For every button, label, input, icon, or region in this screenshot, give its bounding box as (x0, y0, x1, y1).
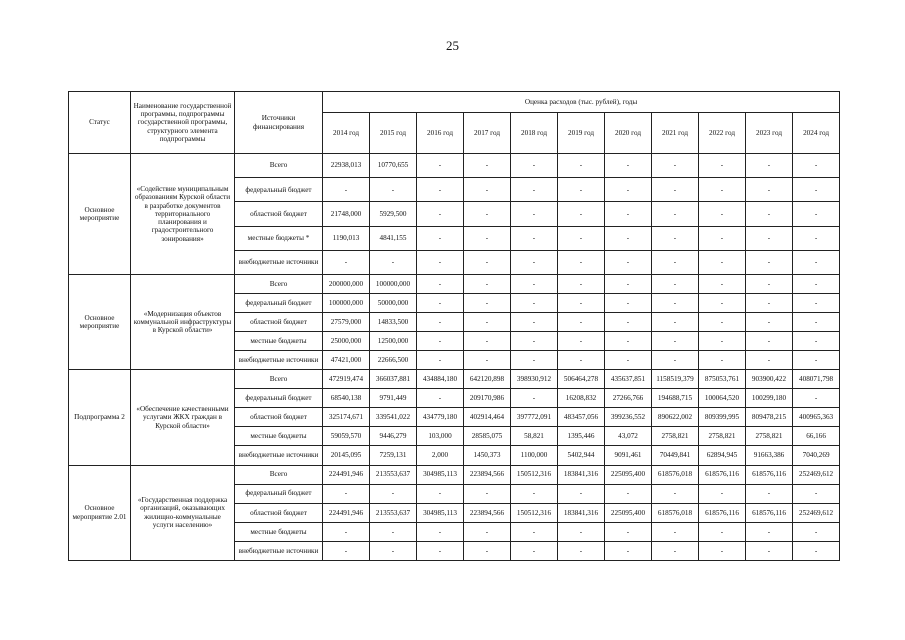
value-cell: 213553,637 (370, 465, 417, 484)
header-year: 2015 год (370, 113, 417, 154)
value-cell: 100064,520 (699, 389, 746, 408)
value-cell: 150512,316 (511, 503, 558, 522)
value-cell: - (511, 389, 558, 408)
value-cell: 225095,400 (605, 503, 652, 522)
value-cell: - (605, 313, 652, 332)
value-cell: - (793, 202, 840, 226)
value-cell: - (793, 275, 840, 294)
value-cell: 252469,612 (793, 465, 840, 484)
value-cell: - (652, 154, 699, 178)
value-cell: - (652, 522, 699, 541)
value-cell: - (605, 226, 652, 250)
value-cell: 506464,278 (558, 370, 605, 389)
value-cell: - (558, 332, 605, 351)
value-cell: - (793, 154, 840, 178)
value-cell: - (464, 294, 511, 313)
value-cell: - (793, 294, 840, 313)
value-cell: - (323, 250, 370, 274)
value-cell: - (558, 226, 605, 250)
status-cell: Подпрограмма 2 (69, 370, 131, 465)
value-cell: - (699, 202, 746, 226)
value-cell: - (323, 178, 370, 202)
value-cell: - (793, 332, 840, 351)
value-cell: - (652, 351, 699, 370)
program-name-cell: «Обеспечение качественными услугами ЖКХ граждан в Курской области» (131, 370, 235, 465)
table-row (69, 154, 840, 178)
value-cell: - (464, 226, 511, 250)
value-cell: - (511, 522, 558, 541)
value-cell: - (605, 484, 652, 503)
header-year: 2017 год (464, 113, 511, 154)
value-cell: 66,166 (793, 427, 840, 446)
header-status: Статус (69, 92, 131, 154)
value-cell: - (746, 178, 793, 202)
value-cell: 304985,113 (417, 503, 464, 522)
value-cell: 100299,180 (746, 389, 793, 408)
value-cell: 400965,363 (793, 408, 840, 427)
value-cell: - (558, 294, 605, 313)
funding-source-cell: местные бюджеты (235, 332, 323, 351)
header-name: Наименование государственной программы, подпрограммы государственной программы, структурного элемента подпрограммы (131, 92, 235, 154)
status-cell: Основное мероприятие (69, 275, 131, 370)
value-cell: 397772,091 (511, 408, 558, 427)
budget-table (68, 91, 840, 561)
value-cell: - (511, 351, 558, 370)
value-cell: 194688,715 (652, 389, 699, 408)
value-cell: - (558, 541, 605, 560)
value-cell: 100000,000 (370, 275, 417, 294)
value-cell: - (699, 351, 746, 370)
value-cell: 7259,131 (370, 446, 417, 465)
funding-source-cell: федеральный бюджет (235, 389, 323, 408)
funding-source-cell: внебюджетные источники (235, 446, 323, 465)
value-cell: - (699, 522, 746, 541)
value-cell: - (417, 294, 464, 313)
value-cell: - (323, 522, 370, 541)
value-cell: - (746, 294, 793, 313)
value-cell: - (464, 541, 511, 560)
value-cell: 2758,821 (746, 427, 793, 446)
header-sources: Источники финансирования (235, 92, 323, 154)
value-cell: - (417, 484, 464, 503)
value-cell: - (417, 202, 464, 226)
value-cell: 4841,155 (370, 226, 417, 250)
value-cell: 70449,841 (652, 446, 699, 465)
value-cell: 1450,373 (464, 446, 511, 465)
value-cell: 225095,400 (605, 465, 652, 484)
value-cell: - (511, 332, 558, 351)
value-cell: - (370, 250, 417, 274)
value-cell: - (652, 250, 699, 274)
value-cell: 618576,116 (746, 465, 793, 484)
value-cell: 20145,095 (323, 446, 370, 465)
value-cell: - (511, 226, 558, 250)
value-cell: 27266,766 (605, 389, 652, 408)
value-cell: - (464, 250, 511, 274)
program-name-cell: «Модернизация объектов коммунальной инфраструктуры в Курской области» (131, 275, 235, 370)
value-cell: - (511, 250, 558, 274)
value-cell: 408071,798 (793, 370, 840, 389)
value-cell: 483457,056 (558, 408, 605, 427)
value-cell: - (370, 484, 417, 503)
value-cell: - (605, 332, 652, 351)
value-cell: - (511, 541, 558, 560)
value-cell: 9446,279 (370, 427, 417, 446)
value-cell: 7040,269 (793, 446, 840, 465)
value-cell: - (746, 484, 793, 503)
funding-source-cell: федеральный бюджет (235, 178, 323, 202)
value-cell: 213553,637 (370, 503, 417, 522)
value-cell: - (793, 541, 840, 560)
program-name-cell: «Содействие муниципальным образованиям Курской области в разработке документов территориального планирования и градостроительного зонирования» (131, 154, 235, 275)
value-cell: 50000,000 (370, 294, 417, 313)
value-cell: - (511, 313, 558, 332)
value-cell: - (793, 313, 840, 332)
value-cell: - (558, 313, 605, 332)
value-cell: 21748,000 (323, 202, 370, 226)
value-cell: 224491,946 (323, 465, 370, 484)
value-cell: - (464, 154, 511, 178)
value-cell: - (417, 522, 464, 541)
value-cell: - (464, 351, 511, 370)
value-cell: - (558, 250, 605, 274)
header-year: 2016 год (417, 113, 464, 154)
value-cell: 27579,000 (323, 313, 370, 332)
value-cell: 12500,000 (370, 332, 417, 351)
value-cell: - (699, 484, 746, 503)
value-cell: 1190,013 (323, 226, 370, 250)
value-cell: - (464, 522, 511, 541)
value-cell: - (746, 250, 793, 274)
value-cell: 472919,474 (323, 370, 370, 389)
value-cell: - (652, 541, 699, 560)
value-cell: - (558, 275, 605, 294)
value-cell: - (652, 294, 699, 313)
value-cell: 183841,316 (558, 503, 605, 522)
value-cell: 16208,832 (558, 389, 605, 408)
value-cell: - (746, 313, 793, 332)
funding-source-cell: внебюджетные источники (235, 351, 323, 370)
value-cell: 809399,995 (699, 408, 746, 427)
value-cell: 22938,013 (323, 154, 370, 178)
value-cell: - (793, 484, 840, 503)
value-cell: 875053,761 (699, 370, 746, 389)
value-cell: - (464, 178, 511, 202)
value-cell: - (464, 313, 511, 332)
value-cell: 223894,566 (464, 465, 511, 484)
status-cell: Основное мероприятие (69, 154, 131, 275)
value-cell: 22666,500 (370, 351, 417, 370)
value-cell: - (511, 484, 558, 503)
value-cell: - (417, 275, 464, 294)
value-cell: 2758,821 (652, 427, 699, 446)
value-cell: 398930,912 (511, 370, 558, 389)
value-cell: 1158519,379 (652, 370, 699, 389)
funding-source-cell: местные бюджеты * (235, 226, 323, 250)
value-cell: - (605, 275, 652, 294)
value-cell: - (793, 226, 840, 250)
value-cell: 43,072 (605, 427, 652, 446)
value-cell: - (558, 484, 605, 503)
value-cell: 5929,500 (370, 202, 417, 226)
value-cell: - (652, 202, 699, 226)
value-cell: - (511, 154, 558, 178)
value-cell: - (605, 522, 652, 541)
value-cell: 903900,422 (746, 370, 793, 389)
value-cell: 28585,075 (464, 427, 511, 446)
value-cell: 434779,180 (417, 408, 464, 427)
table-row (69, 275, 840, 294)
funding-source-cell: областной бюджет (235, 202, 323, 226)
value-cell: - (793, 250, 840, 274)
value-cell: 618576,116 (699, 503, 746, 522)
value-cell: 366037,881 (370, 370, 417, 389)
value-cell: 1395,446 (558, 427, 605, 446)
header-estimate: Оценка расходов (тыс. рублей), годы (323, 92, 840, 113)
value-cell: 618576,116 (746, 503, 793, 522)
value-cell: - (417, 332, 464, 351)
value-cell: - (699, 313, 746, 332)
table-body (69, 154, 840, 561)
value-cell: 14833,500 (370, 313, 417, 332)
value-cell: - (464, 484, 511, 503)
value-cell: 150512,316 (511, 465, 558, 484)
value-cell: 25000,000 (323, 332, 370, 351)
value-cell: - (323, 484, 370, 503)
value-cell: 223894,566 (464, 503, 511, 522)
funding-source-cell: федеральный бюджет (235, 484, 323, 503)
value-cell: - (323, 541, 370, 560)
value-cell: - (417, 250, 464, 274)
value-cell: - (652, 313, 699, 332)
value-cell: 100000,000 (323, 294, 370, 313)
value-cell: - (464, 332, 511, 351)
value-cell: - (746, 154, 793, 178)
value-cell: - (699, 226, 746, 250)
value-cell: - (746, 522, 793, 541)
value-cell: - (699, 250, 746, 274)
value-cell: - (699, 275, 746, 294)
value-cell: - (793, 522, 840, 541)
value-cell: - (558, 154, 605, 178)
value-cell: 9791,449 (370, 389, 417, 408)
value-cell: 325174,671 (323, 408, 370, 427)
status-cell: Основное мероприятие 2.01 (69, 465, 131, 560)
funding-source-cell: областной бюджет (235, 313, 323, 332)
value-cell: - (370, 178, 417, 202)
table-row (69, 465, 840, 484)
value-cell: 890622,002 (652, 408, 699, 427)
value-cell: - (605, 294, 652, 313)
value-cell: 618576,116 (699, 465, 746, 484)
value-cell: - (746, 226, 793, 250)
value-cell: - (417, 541, 464, 560)
value-cell: 252469,612 (793, 503, 840, 522)
value-cell: - (746, 332, 793, 351)
value-cell: 200000,000 (323, 275, 370, 294)
header-year: 2024 год (793, 113, 840, 154)
value-cell: 339541,022 (370, 408, 417, 427)
value-cell: - (417, 178, 464, 202)
value-cell: - (370, 541, 417, 560)
value-cell: - (464, 202, 511, 226)
value-cell: - (511, 294, 558, 313)
value-cell: - (652, 332, 699, 351)
value-cell: - (417, 389, 464, 408)
funding-source-cell: местные бюджеты (235, 522, 323, 541)
value-cell: - (511, 178, 558, 202)
value-cell: - (699, 294, 746, 313)
value-cell: 47421,000 (323, 351, 370, 370)
value-cell: - (417, 154, 464, 178)
value-cell: - (699, 178, 746, 202)
value-cell: 5402,944 (558, 446, 605, 465)
funding-source-cell: Всего (235, 275, 323, 294)
value-cell: - (699, 541, 746, 560)
value-cell: - (746, 275, 793, 294)
funding-source-cell: федеральный бюджет (235, 294, 323, 313)
value-cell: - (793, 178, 840, 202)
table-row (69, 370, 840, 389)
value-cell: 2758,821 (699, 427, 746, 446)
value-cell: 809478,215 (746, 408, 793, 427)
funding-source-cell: внебюджетные источники (235, 250, 323, 274)
value-cell: 1100,000 (511, 446, 558, 465)
value-cell: - (652, 484, 699, 503)
value-cell: - (605, 154, 652, 178)
value-cell: - (652, 226, 699, 250)
value-cell: - (652, 275, 699, 294)
value-cell: - (699, 332, 746, 351)
funding-source-cell: Всего (235, 465, 323, 484)
funding-source-cell: Всего (235, 370, 323, 389)
funding-source-cell: областной бюджет (235, 408, 323, 427)
header-year: 2018 год (511, 113, 558, 154)
value-cell: 402914,464 (464, 408, 511, 427)
value-cell: 224491,946 (323, 503, 370, 522)
value-cell: - (511, 202, 558, 226)
value-cell: 58,821 (511, 427, 558, 446)
program-name-cell: «Государственная поддержка организаций, оказывающих жилищно-коммунальные услуги населению» (131, 465, 235, 560)
value-cell: - (605, 541, 652, 560)
value-cell: - (370, 522, 417, 541)
value-cell: - (699, 154, 746, 178)
value-cell: - (558, 178, 605, 202)
value-cell: 618576,018 (652, 465, 699, 484)
value-cell: 9091,461 (605, 446, 652, 465)
value-cell: 183841,316 (558, 465, 605, 484)
header-year: 2020 год (605, 113, 652, 154)
funding-source-cell: областной бюджет (235, 503, 323, 522)
value-cell: - (558, 202, 605, 226)
header-year: 2023 год (746, 113, 793, 154)
value-cell: - (605, 202, 652, 226)
value-cell: 399236,552 (605, 408, 652, 427)
funding-source-cell: Всего (235, 154, 323, 178)
value-cell: - (746, 351, 793, 370)
value-cell: 618576,018 (652, 503, 699, 522)
value-cell: - (746, 202, 793, 226)
funding-source-cell: внебюджетные источники (235, 541, 323, 560)
value-cell: 103,000 (417, 427, 464, 446)
page-number: 25 (446, 38, 459, 53)
value-cell: - (417, 313, 464, 332)
value-cell: - (417, 351, 464, 370)
value-cell: 10770,655 (370, 154, 417, 178)
value-cell: 2,000 (417, 446, 464, 465)
value-cell: 434884,180 (417, 370, 464, 389)
value-cell: - (605, 250, 652, 274)
header-year: 2014 год (323, 113, 370, 154)
funding-source-cell: местные бюджеты (235, 427, 323, 446)
value-cell: 59059,570 (323, 427, 370, 446)
value-cell: - (605, 351, 652, 370)
value-cell: - (746, 541, 793, 560)
value-cell: 304985,113 (417, 465, 464, 484)
header-year: 2019 год (558, 113, 605, 154)
value-cell: - (558, 351, 605, 370)
value-cell: - (605, 178, 652, 202)
value-cell: 68540,138 (323, 389, 370, 408)
value-cell: - (793, 351, 840, 370)
value-cell: - (793, 389, 840, 408)
value-cell: 435637,851 (605, 370, 652, 389)
value-cell: 62894,945 (699, 446, 746, 465)
value-cell: - (417, 226, 464, 250)
value-cell: 91663,386 (746, 446, 793, 465)
header-year: 2022 год (699, 113, 746, 154)
value-cell: - (652, 178, 699, 202)
value-cell: 209170,986 (464, 389, 511, 408)
value-cell: - (464, 275, 511, 294)
value-cell: - (558, 522, 605, 541)
value-cell: - (511, 275, 558, 294)
value-cell: 642120,898 (464, 370, 511, 389)
header-year: 2021 год (652, 113, 699, 154)
